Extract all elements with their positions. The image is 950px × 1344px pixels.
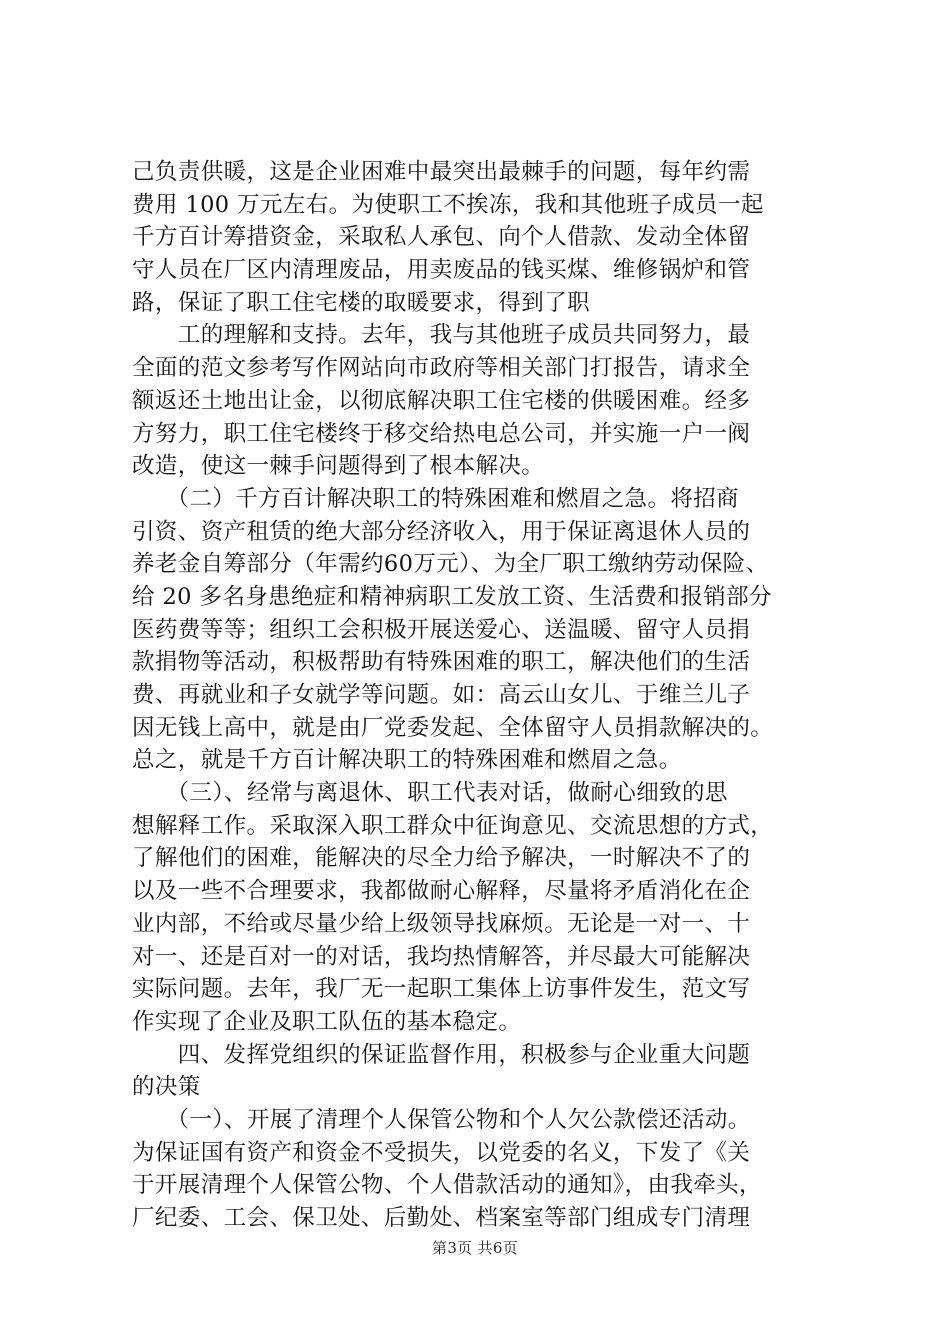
text-line: 的决策 — [132, 1074, 201, 1101]
text-line: 厂纪委、工会、保卫处、后勤处、档案室等部门组成专门清理 — [132, 1205, 751, 1231]
text-line: 守人员在厂区内清理废品，用卖废品的钱买煤、维修锅炉和管 — [132, 257, 751, 284]
text-line: 医药费等等；组织工会积极开展送爱心、送温暖、留守人员捐 — [132, 616, 751, 643]
text-line: 引资、资产租赁的绝大部分经济收入，用于保证离退休人员的 — [132, 518, 751, 545]
text-line: 因无钱上高中，就是由厂党委发起、全体留守人员捐款解决的。 — [132, 714, 774, 741]
text-line: 款捐物等活动，积极帮助有特殊困难的职工，解决他们的生活 — [132, 649, 751, 676]
text-line: 工的理解和支持。去年，我与其他班子成员共同努力，最 — [132, 322, 751, 349]
body-text — [132, 156, 832, 1235]
text-line: 千方百计筹措资金，采取私人承包、向个人借款、发动全体留 — [132, 224, 751, 251]
text-line: 了解他们的困难，能解决的尽全力给予解决，一时解决不了的 — [132, 845, 751, 872]
page-footer: 第3页 共6页 — [432, 1239, 518, 1257]
text-line: 四、发挥党组织的保证监督作用，积极参与企业重大问题 — [132, 1041, 751, 1068]
text-line: 总之，就是千方百计解决职工的特殊困难和燃眉之急。 — [132, 747, 682, 774]
text-line: 想解释工作。采取深入职工群众中征询意见、交流思想的方式， — [132, 812, 774, 839]
text-line: 己负责供暖，这是企业困难中最突出最棘手的问题，每年约需 — [132, 159, 751, 185]
text-line: 养老金自筹部分（年需约60万元）、为全厂职工缴纳劳动保险、 — [132, 551, 769, 578]
text-line: （三）、经常与离退休、职工代表对话，做耐心细致的思 — [132, 780, 728, 807]
text-line: 方努力，职工住宅楼终于移交给热电总公司，并实施一户一阀 — [132, 420, 751, 447]
text-line: 费、再就业和子女就学等问题。如：高云山女儿、于维兰儿子 — [132, 682, 751, 708]
text-line: 业内部，不给或尽量少给上级领导找麻烦。无论是一对一、十 — [132, 910, 751, 937]
text-line: 对一、还是百对一的对话，我均热情解答，并尽最大可能解决 — [132, 943, 751, 970]
text-line: 以及一些不合理要求，我都做耐心解释，尽量将矛盾消化在企 — [132, 878, 751, 905]
text-line: 于开展清理个人保管公物、个人借款活动的通知》，由我牵头， — [132, 1172, 762, 1199]
text-line: （一）、开展了清理个人保管公物和个人欠公款偿还活动。 — [132, 1106, 751, 1133]
text-line: 额返还土地出让金，以彻底解决职工住宅楼的供暖困难。经多 — [132, 387, 751, 414]
text-line: 实际问题。去年，我厂无一起职工集体上访事件发生，范文写 — [132, 976, 751, 1003]
text-line: （二）千方百计解决职工的特殊困难和燃眉之急。将招商 — [132, 485, 740, 512]
text-line: 给 20 多名身患绝症和精神病职工发放工资、生活费和报销部分 — [132, 583, 772, 610]
text-line: 改造，使这一棘手问题得到了根本解决。 — [132, 453, 545, 480]
text-line: 路，保证了职工住宅楼的取暖要求，得到了职 — [132, 289, 591, 316]
text-line: 全面的范文参考写作网站向市政府等相关部门打报告，请求全 — [132, 355, 751, 382]
text-line: 作实现了企业及职工队伍的基本稳定。 — [132, 1008, 522, 1035]
text-line: 费用 100 万元左右。为使职工不挨冻，我和其他班子成员一起 — [132, 191, 764, 218]
text-line: 为保证国有资产和资金不受损失，以党委的名义，下发了《关 — [132, 1139, 751, 1166]
